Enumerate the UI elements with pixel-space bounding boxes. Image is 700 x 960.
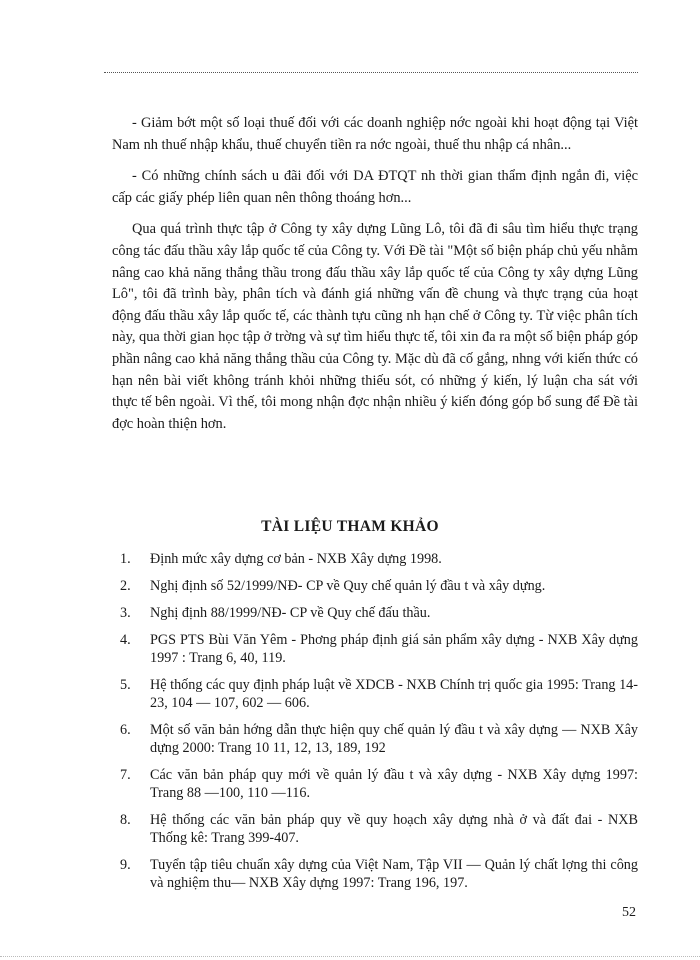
reference-item: [118, 631, 638, 667]
reference-number: 2.: [120, 578, 131, 594]
paragraph-3: Qua quá trình thực tập ở Công ty xây dựng Lũng Lô, tôi đã đi sâu tìm hiểu thực trạng công tác đấu thầu xây lắp quốc tế của Công ty. Với Đề tài "Một số biện pháp chủ yếu nhằm nâng cao khả năng thắng thầu trong đấu thầu xây lắp quốc tế của Công ty xây dựng Lũng Lô", tôi đã trình bày, phân tích và đánh giá những vấn đề chung và thực trạng của hoạt động đấu thầu xây lắp quốc tế, các thành tựu cũng nh hạn chế ở Công ty. Từ việc phân tích này, qua thời gian học tập ở trờng và sự tìm hiểu thực tế, tôi xin đa ra một số biện pháp góp phần nâng cao khả năng thắng thầu của Công ty. Mặc dù đã cố gắng, nhng với kiến thức có hạn nên bài viết không tránh khỏi những thiếu sót, có những ý kiến, lý luận cha sát với thực tế bên ngoài. Vì thế, tôi mong nhận đợc nhận nhiều ý kiến đóng góp bổ sung để Đề tài đợc hoàn thiện hơn.: [112, 221, 638, 432]
reference-item: [118, 577, 638, 595]
reference-text: Nghị định số 52/1999/NĐ- CP về Quy chế quản lý đầu t và xây dựng.: [150, 578, 546, 594]
references-title: TÀI LIỆU THAM KHẢO: [261, 518, 439, 535]
reference-number: 4.: [120, 632, 131, 648]
body-text: [112, 113, 638, 445]
reference-number: 7.: [120, 767, 131, 783]
page-number: 52: [622, 905, 636, 920]
reference-item: [118, 676, 638, 712]
reference-text: PGS PTS Bùi Văn Yêm - Phơng pháp định giá sản phẩm xây dựng - NXB Xây dựng 1997 : Trang 6, 40, 119.: [150, 632, 638, 666]
reference-number: 8.: [120, 812, 131, 828]
reference-number: 9.: [120, 857, 131, 873]
header-rule: [104, 72, 638, 73]
reference-item: [118, 856, 638, 892]
reference-item: [118, 550, 638, 568]
reference-number: 1.: [120, 551, 131, 567]
reference-text: Định mức xây dựng cơ bản - NXB Xây dựng 1998.: [150, 551, 442, 567]
reference-text: Một số văn bản hớng dẫn thực hiện quy chế quản lý đầu t và xây dựng — NXB Xây dựng 2000: Trang 10 11, 12, 13, 189, 192: [150, 722, 638, 756]
footer-rule: [0, 956, 700, 957]
reference-text: Các văn bản pháp quy mới về quản lý đầu t và xây dựng - NXB Xây dựng 1997: Trang 88 —100, 110 —116.: [150, 767, 638, 801]
reference-text: Tuyển tập tiêu chuẩn xây dựng của Việt Nam, Tập VII — Quản lý chất lợng thi công và nghiệm thu— NXB Xây dựng 1997: Trang 196, 197.: [150, 857, 638, 891]
reference-text: Hệ thống các văn bản pháp quy về quy hoạch xây dựng nhà ở và đất đai - NXB Thống kê: Trang 399-407.: [150, 812, 638, 846]
reference-text: Hệ thống các quy định pháp luật về XDCB - NXB Chính trị quốc gia 1995: Trang 14-23, 104 — 107, 602 — 606.: [150, 677, 638, 711]
reference-item: [118, 766, 638, 802]
reference-item: [118, 604, 638, 622]
paragraph-2: - Có những chính sách u đãi đối với DA ĐTQT nh thời gian thẩm định ngắn đi, việc cấp các giấy phép liên quan nên thông thoáng hơn...: [112, 168, 638, 206]
reference-number: 3.: [120, 605, 131, 621]
reference-item: [118, 721, 638, 757]
paragraph-1: - Giảm bớt một số loại thuế đối với các doanh nghiệp nớc ngoài khi hoạt động tại Việt Nam nh thuế nhập khẩu, thuế chuyển tiền ra nớc ngoài, thuế thu nhập cá nhân...: [112, 115, 638, 153]
references-list: [118, 550, 638, 901]
reference-item: [118, 811, 638, 847]
reference-text: Nghị định 88/1999/NĐ- CP về Quy chế đấu thầu.: [150, 605, 431, 621]
reference-number: 5.: [120, 677, 131, 693]
reference-number: 6.: [120, 722, 131, 738]
